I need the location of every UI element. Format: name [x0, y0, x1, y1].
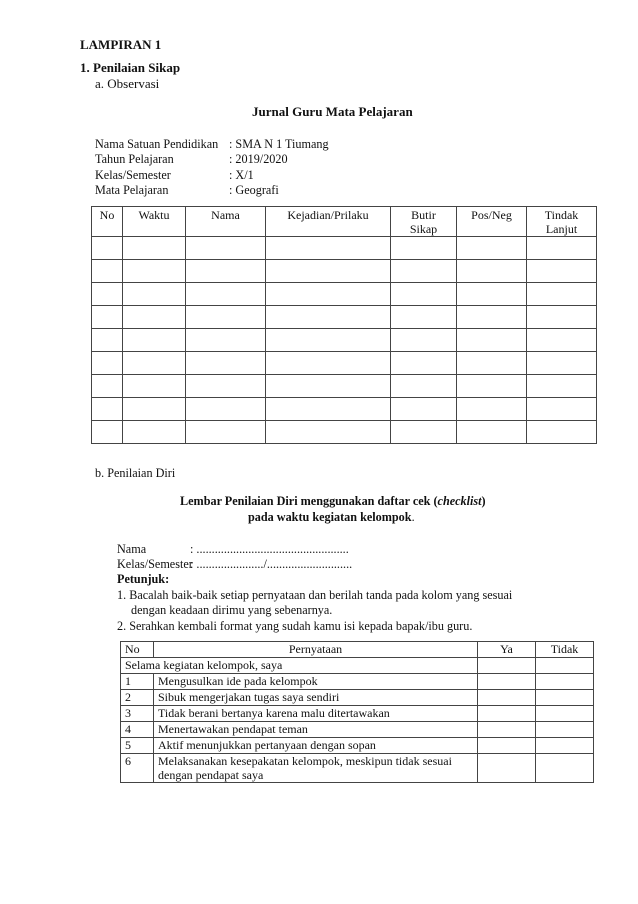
tidak-cell — [536, 754, 594, 783]
instruction-item: 2. Serahkan kembali format yang sudah kamu isi kepada bapak/ibu guru. — [117, 619, 473, 633]
journal-table-cell — [186, 260, 266, 283]
journal-table-cell — [527, 283, 597, 306]
ya-cell — [478, 658, 536, 674]
journal-table-cell — [457, 283, 527, 306]
journal-table-row — [92, 283, 597, 306]
journal-table-row — [92, 329, 597, 352]
nama-value: : .................................................. — [190, 542, 349, 556]
journal-table-cell — [527, 375, 597, 398]
journal-table-cell — [391, 352, 457, 375]
column-header: Kejadian/Prilaku — [266, 207, 391, 237]
journal-table — [91, 206, 597, 444]
page-heading: LAMPIRAN 1 — [80, 37, 162, 52]
self-assessment-table — [120, 641, 594, 783]
journal-table-cell — [123, 421, 186, 444]
journal-table-cell — [391, 398, 457, 421]
journal-table-cell — [527, 421, 597, 444]
journal-table-row — [92, 306, 597, 329]
info-value: : SMA N 1 Tiumang — [229, 137, 329, 151]
info-label: Tahun Pelajaran — [95, 152, 174, 166]
journal-table-cell — [123, 398, 186, 421]
journal-table-cell — [527, 260, 597, 283]
instruction-item: dengan keadaan dirimu yang sebenarnya. — [131, 603, 333, 617]
tidak-cell — [536, 706, 594, 722]
checklist-title-text: pada waktu kegiatan kelompok — [248, 510, 412, 524]
group-row — [121, 658, 594, 674]
statement-number: 5 — [121, 738, 154, 754]
journal-table-cell — [186, 352, 266, 375]
nama-label: Nama — [117, 542, 147, 556]
petunjuk-label: Petunjuk: — [117, 572, 170, 586]
column-header: Pernyataan — [154, 642, 478, 658]
journal-table-row — [92, 398, 597, 421]
journal-title: Jurnal Guru Mata Pelajaran — [252, 104, 413, 119]
journal-table-cell — [186, 237, 266, 260]
journal-table-cell — [266, 260, 391, 283]
journal-table-cell — [457, 375, 527, 398]
tidak-cell — [536, 738, 594, 754]
journal-table-cell — [123, 260, 186, 283]
journal-table-cell — [123, 306, 186, 329]
journal-table-cell — [391, 260, 457, 283]
info-value: : Geografi — [229, 183, 279, 197]
column-header: No — [92, 207, 123, 237]
journal-table-cell — [527, 352, 597, 375]
column-header: Tindak Lanjut — [527, 207, 597, 237]
instruction-item: 1. Bacalah baik-baik setiap pernyataan dan berilah tanda pada kolom yang sesuai — [117, 588, 513, 602]
ya-cell — [478, 722, 536, 738]
journal-table-cell — [527, 329, 597, 352]
journal-table-cell — [457, 306, 527, 329]
journal-table-row — [92, 237, 597, 260]
column-header: Pos/Neg — [457, 207, 527, 237]
journal-table-row — [92, 260, 597, 283]
journal-table-cell — [391, 329, 457, 352]
ya-cell — [478, 690, 536, 706]
column-header: Ya — [478, 642, 536, 658]
journal-table-cell — [391, 375, 457, 398]
journal-table-cell — [92, 237, 123, 260]
info-label: Kelas/Semester — [95, 168, 171, 182]
column-header: Nama — [186, 207, 266, 237]
journal-table-cell — [92, 329, 123, 352]
journal-table-cell — [457, 260, 527, 283]
journal-table-cell — [123, 237, 186, 260]
journal-table-cell — [266, 283, 391, 306]
journal-table-cell — [123, 329, 186, 352]
journal-table-cell — [266, 352, 391, 375]
journal-table-cell — [186, 398, 266, 421]
journal-table-cell — [457, 421, 527, 444]
column-header: No — [121, 642, 154, 658]
statement-text: Melaksanakan kesepakatan kelompok, meskipun tidak sesuai dengan pendapat saya — [154, 754, 478, 783]
ya-cell — [478, 706, 536, 722]
checklist-title-emphasis: checklist — [437, 494, 482, 508]
journal-table-cell — [123, 283, 186, 306]
journal-table-cell — [527, 306, 597, 329]
section-1-title: 1. Penilaian Sikap — [80, 60, 181, 75]
column-header: Tidak — [536, 642, 594, 658]
journal-table-cell — [391, 306, 457, 329]
journal-table-cell — [266, 306, 391, 329]
statement-text: Mengusulkan ide pada kelompok — [154, 674, 478, 690]
info-label: Mata Pelajaran — [95, 183, 169, 197]
statement-text: Tidak berani bertanya karena malu ditertawakan — [154, 706, 478, 722]
journal-table-cell — [457, 237, 527, 260]
kelas-label: Kelas/Semester — [117, 557, 193, 571]
journal-table-cell — [92, 283, 123, 306]
ya-cell — [478, 674, 536, 690]
journal-table-cell — [266, 329, 391, 352]
column-header: Butir Sikap — [391, 207, 457, 237]
self-assessment-header — [121, 642, 594, 658]
journal-table-cell — [92, 398, 123, 421]
statement-row — [121, 674, 594, 690]
tidak-cell — [536, 722, 594, 738]
tidak-cell — [536, 674, 594, 690]
statement-text: Sibuk mengerjakan tugas saya sendiri — [154, 690, 478, 706]
tidak-cell — [536, 690, 594, 706]
statement-number: 4 — [121, 722, 154, 738]
journal-table-cell — [527, 237, 597, 260]
tidak-cell — [536, 658, 594, 674]
journal-table-row — [92, 421, 597, 444]
checklist-title-text: . — [411, 510, 415, 524]
statement-number: 3 — [121, 706, 154, 722]
journal-table-cell — [123, 375, 186, 398]
journal-table-cell — [92, 421, 123, 444]
journal-table-cell — [186, 421, 266, 444]
journal-table-cell — [186, 306, 266, 329]
journal-table-cell — [266, 398, 391, 421]
journal-table-cell — [186, 375, 266, 398]
group-label: Selama kegiatan kelompok, saya — [121, 658, 478, 674]
statement-row — [121, 738, 594, 754]
journal-table-cell — [266, 375, 391, 398]
journal-table-cell — [391, 283, 457, 306]
journal-table-cell — [186, 283, 266, 306]
journal-table-cell — [92, 306, 123, 329]
journal-table-cell — [391, 237, 457, 260]
journal-table-cell — [92, 352, 123, 375]
info-value: : X/1 — [229, 168, 254, 182]
journal-table-row — [92, 352, 597, 375]
journal-table-cell — [266, 421, 391, 444]
statement-row — [121, 706, 594, 722]
journal-table-cell — [527, 398, 597, 421]
subsection-a-label: a. Observasi — [95, 76, 160, 91]
info-value: : 2019/2020 — [229, 152, 288, 166]
statement-text: Aktif menunjukkan pertanyaan dengan sopan — [154, 738, 478, 754]
checklist-title-line1 — [180, 494, 486, 509]
statement-number: 1 — [121, 674, 154, 690]
journal-table-cell — [391, 421, 457, 444]
column-header: Waktu — [123, 207, 186, 237]
journal-table-cell — [457, 398, 527, 421]
journal-table-cell — [457, 329, 527, 352]
info-label: Nama Satuan Pendidikan — [95, 137, 219, 151]
statement-row — [121, 690, 594, 706]
journal-table-cell — [457, 352, 527, 375]
statement-number: 6 — [121, 754, 154, 783]
ya-cell — [478, 754, 536, 783]
kelas-value: : ....................../............................ — [190, 557, 353, 571]
statement-row — [121, 754, 594, 783]
journal-table-row — [92, 375, 597, 398]
journal-table-cell — [92, 375, 123, 398]
journal-table-cell — [266, 237, 391, 260]
subsection-b-label: b. Penilaian Diri — [95, 466, 176, 480]
statement-text: Menertawakan pendapat teman — [154, 722, 478, 738]
statement-row — [121, 722, 594, 738]
checklist-title-text: Lembar Penilaian Diri menggunakan daftar cek ( — [180, 494, 438, 508]
journal-table-cell — [123, 352, 186, 375]
journal-table-cell — [186, 329, 266, 352]
journal-table-cell — [92, 260, 123, 283]
journal-table-header — [92, 207, 597, 237]
ya-cell — [478, 738, 536, 754]
checklist-title-text: ) — [481, 494, 486, 508]
checklist-title-line2 — [248, 510, 415, 525]
statement-number: 2 — [121, 690, 154, 706]
